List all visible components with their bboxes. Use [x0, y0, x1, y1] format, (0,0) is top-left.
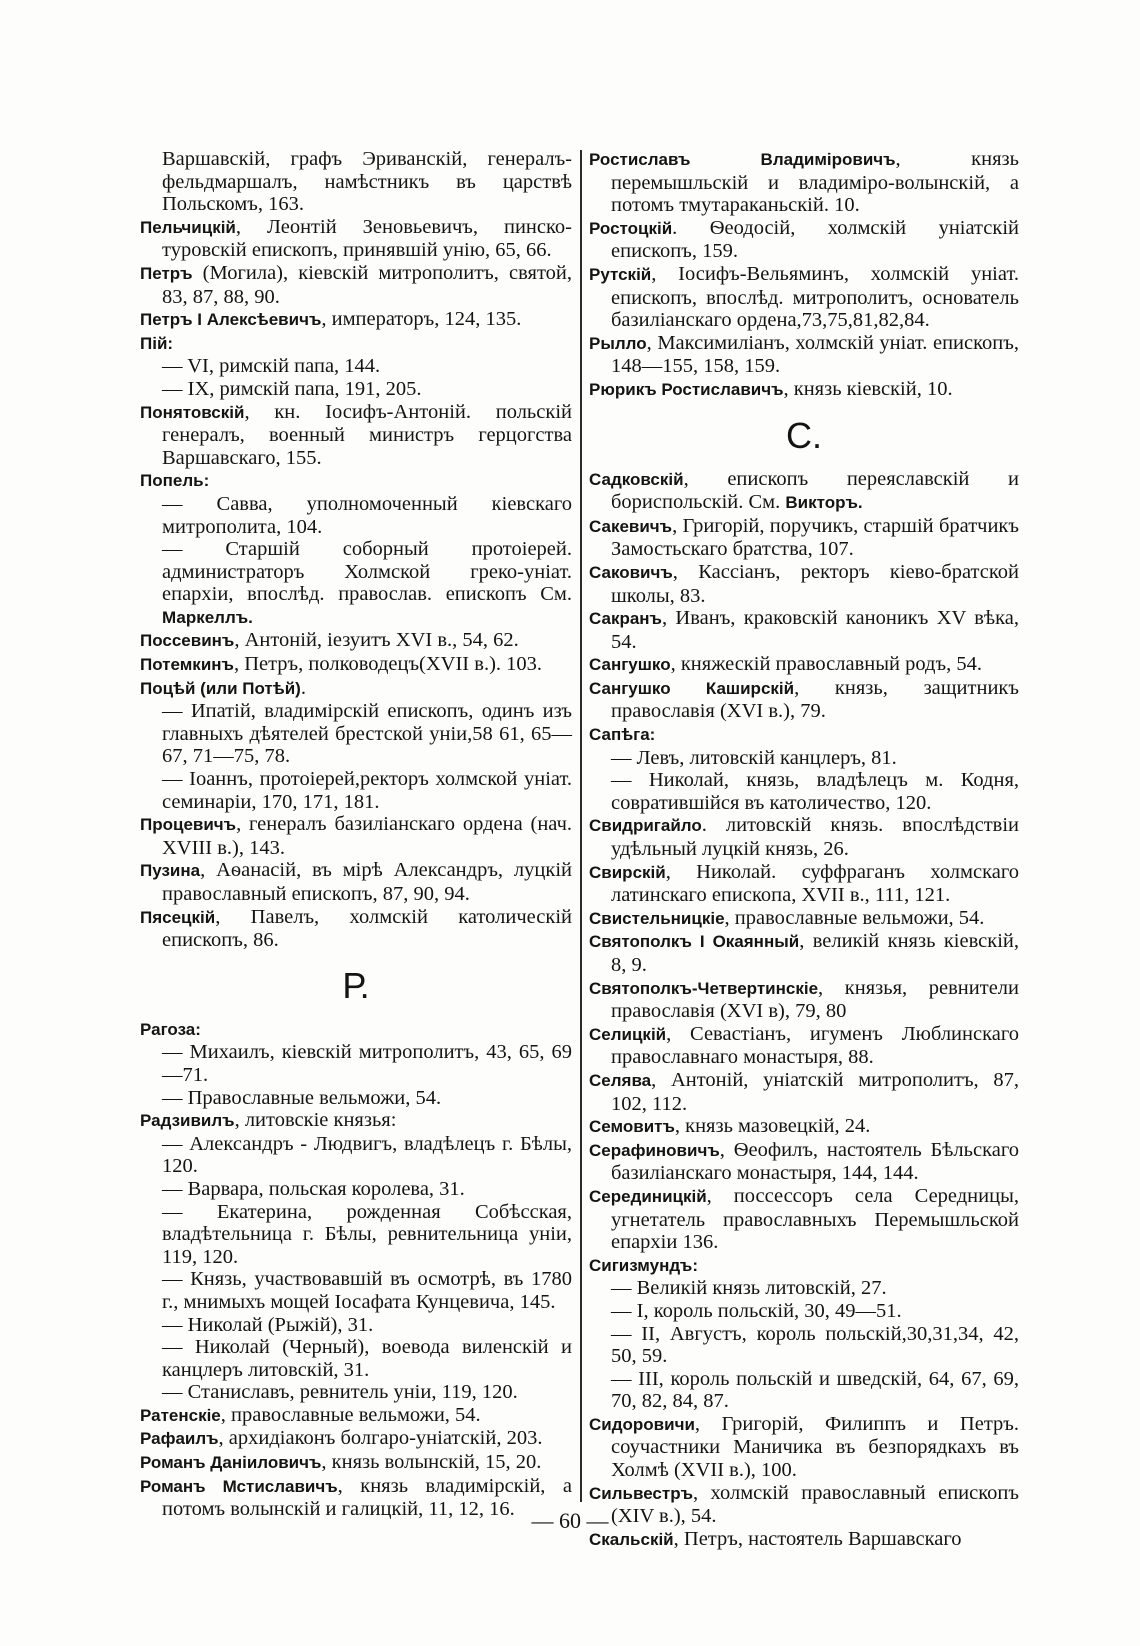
- sub-entry: — VI, римскій папа, 144.: [162, 355, 381, 378]
- sub-entry: — Савва, уполномоченный кіевскаго митрополита, 104.: [162, 492, 572, 538]
- entry-text: , князь, защитникъ православія (XVI в.), 79.: [611, 676, 1019, 723]
- continuation-text: Варшавскій, графъ Эриванскій, генералъ-фельдмаршалъ, намѣстникъ въ царствѣ Польскомъ, 163.: [162, 148, 572, 216]
- index-entry: [589, 1069, 1019, 1115]
- headword: Селицкій: [589, 1024, 667, 1044]
- headword: Саковичъ: [589, 562, 673, 582]
- index-entry: [589, 907, 1019, 931]
- headword: Садковскій: [589, 469, 684, 489]
- sub-entry: — Николай (Черный), воевода виленскій и канцлеръ литовскій, 31.: [162, 1336, 572, 1381]
- headword: Поссевинъ: [140, 631, 235, 651]
- headword: Семовитъ: [589, 1117, 675, 1137]
- entry-text: , князь владимірскій, а потомъ волынскій и галицкій, 11, 12, 16.: [162, 1474, 572, 1521]
- headword: Романъ Даніиловичъ: [140, 1453, 322, 1473]
- headword: Сакранъ: [589, 609, 662, 629]
- entry-text: (Могила), кіевскій митрополитъ, святой, 83, 87, 88, 90.: [162, 261, 572, 308]
- headword: Поцѣй (или Потѣй): [140, 678, 301, 698]
- sub-entry: — Николай (Рыжій), 31.: [162, 1313, 374, 1336]
- index-entry: [589, 814, 1019, 860]
- headword: Радзивилъ: [140, 1111, 235, 1131]
- headword: Петръ I Алексѣевичъ: [140, 310, 322, 330]
- index-entry: [589, 1115, 1019, 1139]
- index-entry: [589, 677, 1019, 723]
- headword: Рутскій: [589, 264, 652, 284]
- sub-entry: — Екатерина, рожденная Собѣсская, владѣтельница г. Бѣлы, ревнительница уніи, 119, 120.: [162, 1200, 572, 1268]
- entry-text: , Максимиліанъ, холмскій уніат. епископъ, 148—155, 158, 159.: [611, 331, 1019, 378]
- entry-text: , императоръ, 124, 135.: [321, 308, 522, 331]
- headword: Рюрикъ Ростиславичъ: [589, 379, 784, 399]
- entry-text: , князь волынскій, 15, 20.: [321, 1451, 542, 1474]
- index-entry: [140, 859, 572, 905]
- index-entry: [140, 469, 572, 493]
- index-entry: [140, 813, 572, 859]
- entry-text: , князь перемышльскій и владиміро-волынскій, а потомъ тмутараканьскій. 10.: [611, 148, 1019, 217]
- sub-entry: — Станиславъ, ревнитель уніи, 119, 120.: [162, 1381, 518, 1404]
- sub-entry: — III, король польскій и шведскій, 64, 67, 69, 70, 82, 84, 87.: [611, 1367, 1019, 1413]
- index-entry: [589, 515, 1019, 561]
- headword: Романъ Мстиславичъ: [140, 1476, 338, 1496]
- index-entry: [589, 217, 1019, 263]
- sub-entry-text: — Старшій соборный протоіерей. администраторъ Холмской греко-уніат. епархіи, впослѣд. православ. епископъ См.: [162, 538, 572, 606]
- entry-text: , великій князь кіевскій, 8, 9.: [611, 930, 1019, 976]
- entry-text: , княжескій православный родъ, 54.: [670, 653, 982, 676]
- entry-text: , князь кіевскій, 10.: [783, 377, 953, 400]
- headword: Понятовскій: [140, 402, 245, 422]
- entry-text: , Николай. суффраганъ холмскаго латинскаго епископа, XVII в., 111, 121.: [611, 860, 1019, 907]
- entry-text: , Петръ, настоятель Варшавскаго: [673, 1527, 962, 1550]
- index-entry: [140, 308, 572, 332]
- index-entry: [589, 332, 1019, 378]
- index-entry: [140, 332, 572, 356]
- headword: Селява: [589, 1070, 652, 1090]
- index-entry: [589, 263, 1019, 332]
- sub-entry: — Ипатій, владимірскій епископъ, одинъ изъ главныхъ дѣятелей брестской уніи,58 61, 65—67, 71—75, 78.: [162, 700, 572, 768]
- entry-text: , Григорій, Филиппъ и Петръ. соучастники Маничика въ безпорядкахъ въ Холмѣ (XVII в.), 100.: [611, 1412, 1019, 1482]
- index-entry: [589, 468, 1019, 515]
- sub-entry: — Левъ, литовскій канцлеръ, 81.: [611, 746, 897, 769]
- headword: Святополкъ I Окаянный: [589, 932, 800, 952]
- index-entry: [589, 1139, 1019, 1185]
- index-entry: [140, 906, 572, 952]
- headword: Рафаилъ: [140, 1429, 219, 1449]
- entry-text: , генералъ базиліанскаго ордена (нач. XVIII в.), 143.: [162, 813, 572, 859]
- sub-entry: [140, 538, 572, 629]
- entry-text: , Іосифъ-Вельяминъ, холмскій уніат. епископъ, впослѣд. митрополитъ, основатель базиліанскаго ордена,73,75,81,82,84.: [611, 262, 1019, 332]
- left-column: [140, 148, 572, 1521]
- sub-entry: — Александръ - Людвигъ, владѣлецъ г. Бѣлы, 120.: [162, 1132, 572, 1178]
- sub-entry: — Князь, участвовавшій въ осмотрѣ, въ 1780 г., мнимыхъ мощей Іосафата Кунцевича, 145.: [162, 1268, 572, 1313]
- entry-text: , литовскіе князья:: [234, 1109, 397, 1132]
- index-entry: [589, 148, 1019, 217]
- sub-entry: — Великій князь литовскій, 27.: [611, 1277, 887, 1300]
- headword: Свидригайло: [589, 816, 702, 836]
- headword: Скальскій: [589, 1529, 674, 1549]
- entry-text: . литовскій князь. впослѣдствіи удѣльный луцкій князь, 26.: [611, 814, 1019, 861]
- sub-entry: — Николай, князь, владѣлецъ м. Кодня, совратившійся въ католичество, 120.: [611, 769, 1019, 814]
- entry-text: , православные вельможи, 54.: [220, 1403, 481, 1426]
- entry-text: , Иванъ, краковскій каноникъ XV вѣка, 54.: [611, 607, 1019, 653]
- index-entry: [589, 977, 1019, 1023]
- headword: Ростиславъ Владиміровичъ: [589, 150, 896, 169]
- index-entry: [589, 653, 1019, 677]
- entry-text: , Леонтій Зеновьевичъ, пинско-туровскій епископъ, принявшій унію, 65, 66.: [162, 215, 572, 262]
- headword: Петръ: [140, 263, 193, 283]
- entry-text: , Кассіанъ, ректоръ кіево-братской школы, 83.: [611, 560, 1019, 607]
- headword: Рылло: [589, 333, 647, 353]
- index-entry: [589, 1023, 1019, 1069]
- headword: Сапѣга:: [589, 725, 656, 745]
- section-letter: Р.: [342, 964, 370, 1006]
- sub-entry: — Варвара, польская королева, 31.: [162, 1177, 465, 1200]
- entry-text: , архидіаконъ болгаро-уніатскій, 203.: [218, 1427, 543, 1450]
- column-divider: [580, 150, 582, 1502]
- headword: Рагоза:: [140, 1019, 201, 1039]
- entry-text: , Севастіанъ, игуменъ Люблинскаго православнаго монастыря, 88.: [611, 1022, 1019, 1069]
- headword: Пельчицкій: [140, 217, 236, 237]
- entry-text: , Григорій, поручикъ, старшій братчикъ Замостьскаго братства, 107.: [611, 514, 1019, 561]
- headword: Попель:: [140, 471, 210, 491]
- entry-text: , холмскій православный епископъ (XIV в.), 54.: [611, 1481, 1019, 1528]
- index-entry: [589, 1413, 1019, 1482]
- index-entry: [140, 1451, 572, 1475]
- entry-text: , Ѳеофилъ, настоятель Бѣльскаго базиліанскаго монастыря, 144, 144.: [611, 1138, 1019, 1185]
- entry-text: , православные вельможи, 54.: [724, 906, 985, 929]
- index-entry: [140, 401, 572, 470]
- index-entry: [589, 1185, 1019, 1254]
- sub-entry: — Іоаннъ, протоіерей,ректоръ холмской уніат. семинаріи, 170, 171, 181.: [162, 768, 572, 813]
- entry-text: , Петръ, полководецъ(XVII в.). 103.: [233, 653, 543, 676]
- index-entry: [140, 1427, 572, 1451]
- headword: Сакевичъ: [589, 516, 673, 536]
- index-entry: [589, 378, 1019, 402]
- headword: Сигизмундъ:: [589, 1255, 698, 1275]
- headword: Серафиновичъ: [589, 1140, 720, 1160]
- headword: Пузина: [140, 861, 201, 881]
- index-entry: [589, 607, 1019, 653]
- index-entry: [140, 262, 572, 308]
- entry-text: , епископъ переяславскій и бориспольскій. См.: [611, 467, 1019, 514]
- entry-text: , Аѳанасій, въ мірѣ Александръ, луцкій православный епископъ, 87, 90, 94.: [162, 859, 572, 905]
- entry-text: , кн. Іосифъ-Антоній. польскій генералъ, военный министръ герцогства Варшавскаго, 155.: [162, 400, 572, 469]
- index-entry: [589, 861, 1019, 907]
- index-entry: [140, 1018, 572, 1042]
- entry-text: .: [300, 676, 306, 699]
- sub-entry: — Михаилъ, кіевскій митрополитъ, 43, 65, 69—71.: [162, 1041, 572, 1086]
- sub-entry: — II, Августъ, король польскій,30,31,34, 42, 50, 59.: [611, 1322, 1019, 1368]
- headword: Сангушко Каширскій: [589, 678, 795, 698]
- index-entry: [140, 653, 572, 677]
- entry-text: . Ѳеодосій, холмскій уніатскій епископъ, 159.: [611, 216, 1019, 263]
- index-entry: [589, 930, 1019, 976]
- cross-ref: Викторъ.: [785, 493, 863, 513]
- index-entry: [589, 561, 1019, 607]
- headword: Пясецкій: [140, 907, 216, 927]
- entry-text: , Антоній, іезуитъ XVI в., 54, 62.: [234, 629, 519, 652]
- index-entry: [589, 1254, 1019, 1278]
- entry-text: , поссессоръ села Середницы, угнетатель православныхъ Перемышльской епархіи 136.: [611, 1184, 1019, 1254]
- entry-text: , князья, ревнители православія (XVI в), 79, 80: [611, 976, 1019, 1023]
- headword: Свирскій: [589, 862, 666, 882]
- page-number: — 60 —: [531, 1508, 609, 1533]
- headword: Процевичъ: [140, 815, 237, 835]
- headword: Свистельницкіе: [589, 908, 725, 928]
- index-entry: [140, 677, 572, 701]
- headword: Сангушко: [589, 655, 671, 675]
- entry-text: , Антоній, уніатскій митрополитъ, 87, 102, 112.: [611, 1068, 1019, 1115]
- headword: Серединицкій: [589, 1186, 707, 1206]
- entry-text: , князь мазовецкій, 24.: [674, 1115, 871, 1138]
- index-entry: [140, 1404, 572, 1428]
- headword: Ратенскіе: [140, 1405, 221, 1425]
- section-letter: С.: [786, 414, 822, 456]
- headword: Сидоровичи: [589, 1414, 695, 1434]
- headword: Сильвестръ: [589, 1483, 693, 1503]
- index-entry: [589, 723, 1019, 747]
- entry-text: , Павелъ, холмскій католическій епископъ, 86.: [162, 905, 572, 952]
- sub-entry: — I, король польскій, 30, 49—51.: [611, 1299, 902, 1322]
- index-entry: [140, 216, 572, 262]
- index-entry: [140, 629, 572, 653]
- cross-ref: Маркеллъ.: [162, 607, 253, 627]
- right-column: [589, 148, 1019, 1551]
- sub-entry: — Православные вельможи, 54.: [162, 1086, 442, 1109]
- headword: Пій:: [140, 333, 174, 353]
- headword: Ростоцкій: [589, 218, 673, 238]
- headword: Святополкъ-Четвертинскіе: [589, 978, 819, 998]
- headword: Потемкинъ: [140, 655, 234, 675]
- index-entry: [140, 1109, 572, 1133]
- sub-entry: — IX, римскій папа, 191, 205.: [162, 377, 422, 400]
